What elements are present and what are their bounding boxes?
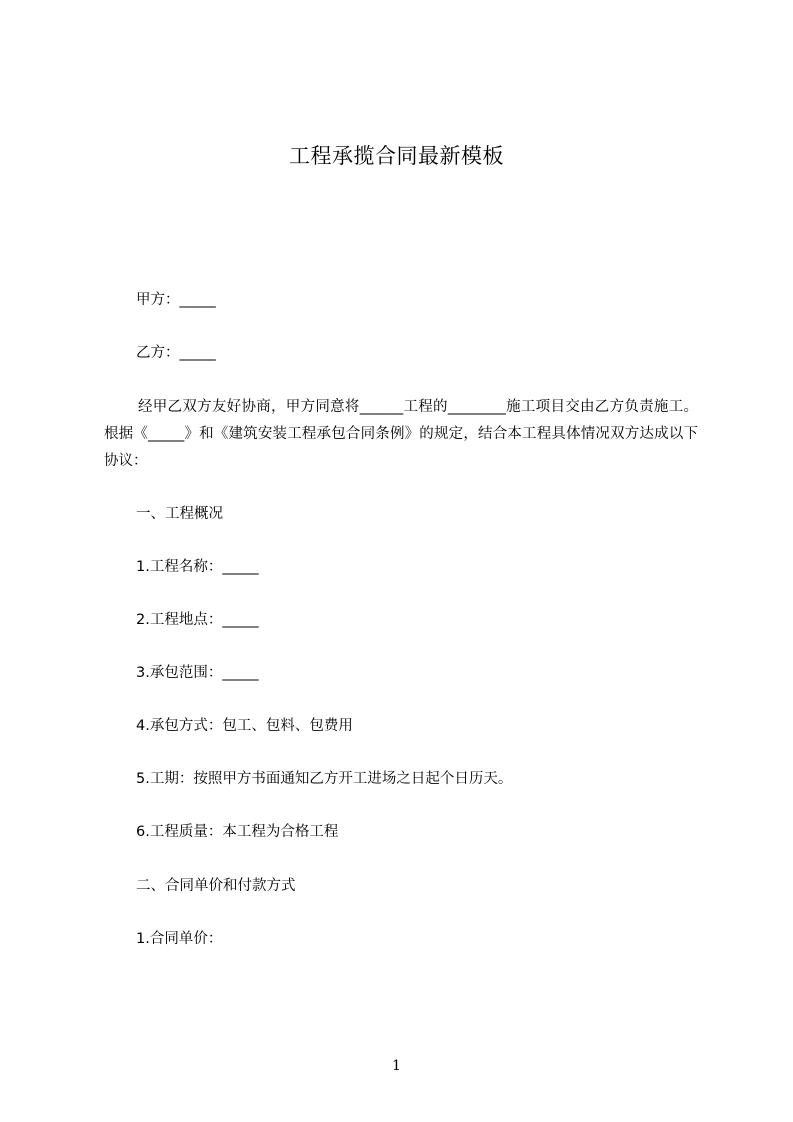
section-2-heading: 二、合同单价和付款方式 xyxy=(136,878,296,894)
intro-paragraph: 经甲乙双方友好协商，甲方同意将______工程的________施工项目交由乙方负责施工。根据《_____》和《建筑安装工程承包合同条例》的规定，结合本工程具体情况双方达成以下协议： xyxy=(104,399,698,469)
section-2-item-1: 1.合同单价： xyxy=(136,931,223,947)
party-a-line: 甲方：_____ xyxy=(136,292,216,308)
section-1-heading: 一、工程概况 xyxy=(136,506,223,522)
section-1-item-2: 2.工程地点：_____ xyxy=(136,612,259,628)
section-1-item-6: 6.工程质量：本工程为合格工程 xyxy=(136,824,339,840)
section-1-item-5: 5.工期：按照甲方书面通知乙方开工进场之日起个日历天。 xyxy=(136,771,513,787)
section-1-item-3: 3.承包范围：_____ xyxy=(136,665,259,681)
page-number: 1 xyxy=(392,1058,401,1074)
section-1-item-4: 4.承包方式：包工、包料、包费用 xyxy=(136,718,353,734)
section-1-item-1: 1.工程名称：_____ xyxy=(136,559,259,575)
party-b-line: 乙方：_____ xyxy=(136,345,216,361)
document-title: 工程承揽合同最新模板 xyxy=(289,144,504,168)
